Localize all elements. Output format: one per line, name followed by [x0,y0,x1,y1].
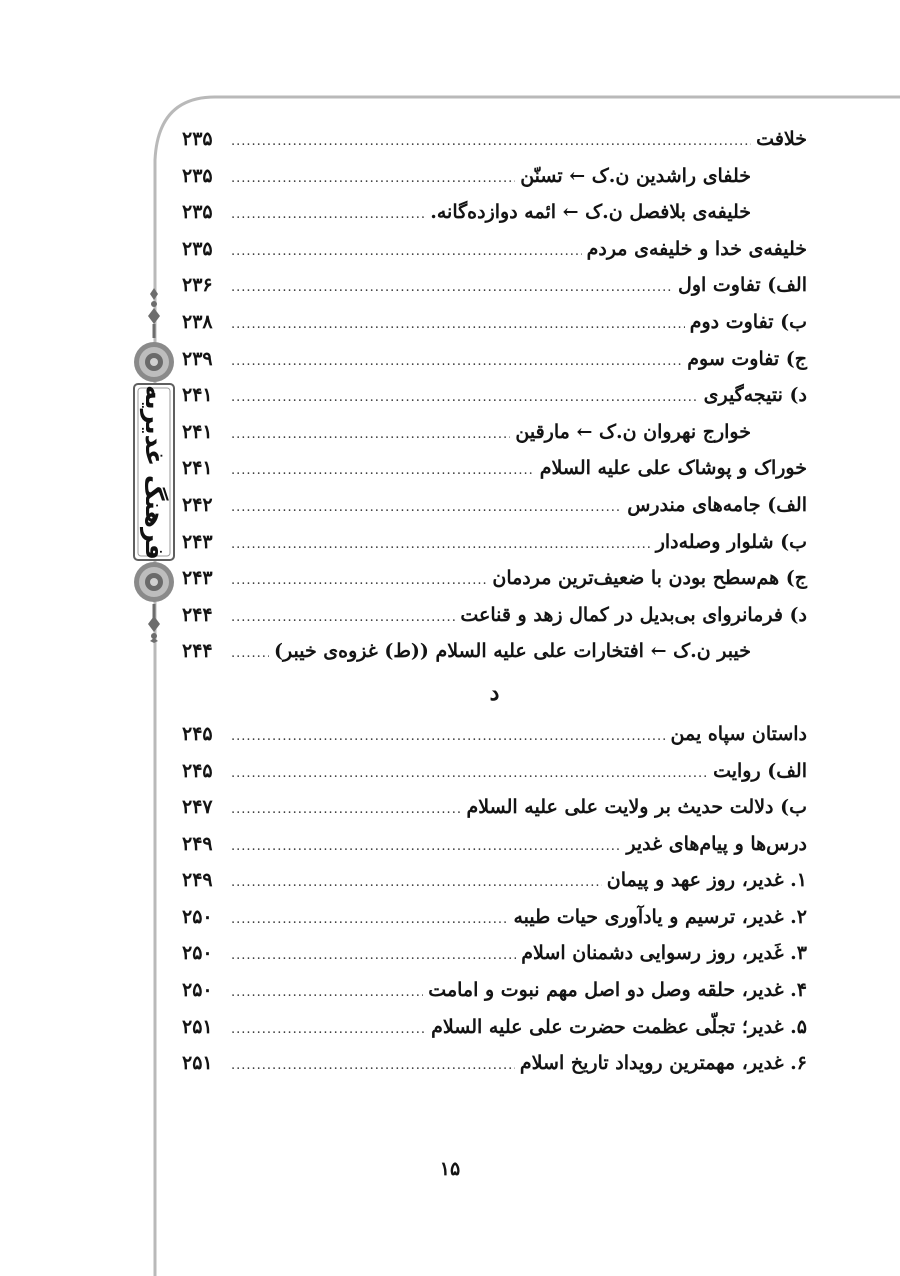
toc-entry[interactable] [182,899,807,936]
toc-entry[interactable] [182,231,807,268]
toc-entry-page: ۲۳۵ [182,128,213,150]
toc-entry-title: خیبر ن.ک ← افتخارات علی علیه السلام ((ط) غزوه‌ی خیبر) [274,640,751,663]
toc-entry-title: ۶. غدیر، مهمترین رویداد تاریخ اسلام [519,1052,807,1075]
toc-entry-page: ۲۴۴ [182,603,213,626]
toc-dot-leader [231,380,699,417]
toc-entry[interactable] [182,716,807,753]
toc-entry-title: خلفای راشدین ن.ک ← تسنّن [520,164,751,187]
toc-dot-leader [231,719,666,756]
toc-entry-title: خلافت [756,128,807,150]
toc-entry-title: خوارج نهروان ن.ک ← مارقین [515,420,751,443]
page-number: ۱۵ [439,1158,461,1180]
toc-entry-title: د) نتیجه‌گیری [703,384,807,407]
toc-dot-leader [231,975,423,1012]
toc-dot-leader [231,124,751,161]
toc-entry-page: ۲۴۹ [182,869,213,892]
toc-entry-page: ۲۴۱ [182,457,213,480]
toc-dot-leader [231,270,673,307]
toc-entry-title: الف) جامه‌های مندرس [627,493,807,516]
toc-entry-page: ۲۴۹ [182,832,213,855]
toc-entry-page: ۲۴۴ [182,640,213,663]
toc-dot-leader [231,453,535,490]
toc-entry[interactable] [182,1045,807,1082]
toc-entry-title: ۴. غدیر، حلقه وصل دو اصل مهم نبوت و امامت [428,979,807,1002]
toc-entry-page: ۲۴۵ [182,722,213,745]
toc-dot-leader [231,902,508,939]
toc-entry-page: ۲۴۱ [182,384,213,407]
toc-dot-leader [231,161,515,198]
toc-entry[interactable] [182,826,807,863]
toc-entry[interactable] [182,560,807,597]
toc-dot-leader [231,234,582,271]
toc-entry-title: الف) روایت [713,759,807,782]
toc-entry-title: ۲. غدیر، ترسیم و یادآوری حیات طیبه [513,905,807,928]
toc-entry-title: خوراک و پوشاک علی علیه السلام [539,457,807,480]
toc-dot-leader [231,1048,515,1085]
toc-entry-title: ج) تفاوت سوم [687,347,807,370]
toc-entry[interactable] [182,341,807,378]
toc-group-kh [182,121,807,670]
toc-entry[interactable] [182,524,807,561]
toc-entry-title: خلیفه‌ی خدا و خلیفه‌ی مردم [586,237,807,260]
toc-dot-leader [231,938,516,975]
toc-entry[interactable] [182,158,807,195]
toc-dot-leader [231,865,602,902]
toc-entry-title: د) فرمانروای بی‌بدیل در کمال زهد و قناعت [460,603,807,626]
toc-dot-leader [231,792,462,829]
toc-entry-page: ۲۳۵ [182,164,213,187]
toc-entry-page: ۲۴۳ [182,530,213,553]
toc-entry[interactable] [182,377,807,414]
toc-entry[interactable] [182,1009,807,1046]
toc-entry-page: ۲۵۰ [182,905,213,928]
toc-entry-page: ۲۵۰ [182,979,213,1002]
toc-dot-leader [231,600,455,637]
toc-dot-leader [231,636,269,673]
toc-entry-page: ۲۴۲ [182,493,213,516]
toc-entry-title: ب) تفاوت دوم [689,310,807,333]
toc-entry[interactable] [182,597,807,634]
toc-dot-leader [231,1012,426,1049]
toc-entry[interactable] [182,194,807,231]
toc-entry[interactable] [182,121,807,158]
toc-entry[interactable] [182,267,807,304]
side-label-text: فرهنگ غدیریه [139,384,169,560]
toc-entry-page: ۲۴۷ [182,796,213,819]
toc-entry-title: ب) دلالت حدیث بر ولایت علی علیه السلام [466,796,807,819]
toc-dot-leader [231,563,487,600]
toc-entry-title: داستان سپاه یمن [670,722,807,745]
toc-entry-page: ۲۴۱ [182,420,213,443]
toc-dot-leader [231,490,622,527]
toc-dot-leader [231,829,621,866]
toc-entry[interactable] [182,753,807,790]
toc-entry-title: ج) هم‌سطح بودن با ضعیف‌ترین مردمان [492,567,807,590]
toc-entry[interactable] [182,862,807,899]
toc-dot-leader [231,527,651,564]
toc-entry[interactable] [182,304,807,341]
toc-group-d [182,716,807,1082]
section-letter-heading: د [489,679,500,706]
toc-entry-title: درس‌ها و پیام‌های غدیر [626,832,807,855]
toc-entry[interactable] [182,633,807,670]
toc-dot-leader [231,344,682,381]
toc-dot-leader [231,417,510,454]
toc-entry[interactable] [182,972,807,1009]
toc-entry-page: ۲۴۳ [182,567,213,590]
toc-entry-page: ۲۳۵ [182,237,213,260]
table-of-contents [182,121,807,1082]
toc-entry[interactable] [182,789,807,826]
toc-entry[interactable] [182,414,807,451]
toc-entry-page: ۲۳۹ [182,347,213,370]
toc-entry-title: ۳. غَدیر، روز رسوایی دشمنان اسلام [521,942,807,965]
toc-entry-title: خلیفه‌ی بلافصل ن.ک ← ائمه دوازده‌گانه. [430,201,751,224]
side-label [133,384,175,560]
toc-entry-page: ۲۳۸ [182,310,213,333]
toc-entry-page: ۲۵۰ [182,942,213,965]
toc-entry[interactable] [182,450,807,487]
toc-entry[interactable] [182,935,807,972]
toc-entry-title: ۵. غدیر؛ تجلّی عظمت حضرت علی علیه السلام [431,1015,807,1038]
toc-entry-page: ۲۳۶ [182,274,213,297]
toc-entry-page: ۲۴۵ [182,759,213,782]
toc-dot-leader [231,756,708,793]
toc-entry-page: ۲۵۱ [182,1015,213,1038]
toc-entry-title: ۱. غدیر، روز عهد و پیمان [606,869,807,892]
toc-dot-leader [231,197,425,234]
toc-entry-page: ۲۵۱ [182,1052,213,1075]
toc-entry-title: ب) شلوار وصله‌دار [655,530,807,553]
toc-entry-page: ۲۳۵ [182,201,213,224]
toc-entry-title: الف) تفاوت اول [678,274,807,297]
toc-dot-leader [231,307,685,344]
toc-entry[interactable] [182,487,807,524]
